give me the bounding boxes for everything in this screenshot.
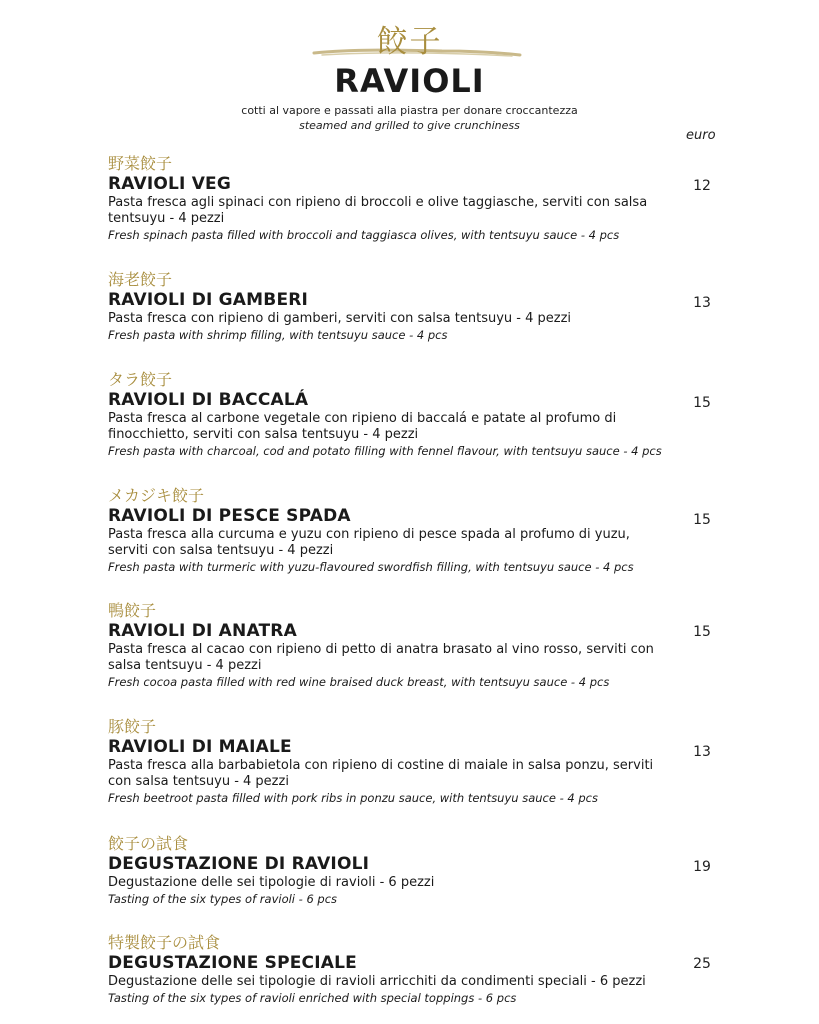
page-title: RAVIOLI	[334, 62, 485, 100]
menu-item	[108, 486, 668, 576]
menu-header	[0, 20, 819, 134]
item-price: 19	[693, 859, 711, 875]
item-description: Pasta fresca alla barbabietola con ripieno di costine di maiale in salsa ponzu, serviti con salsa tentsuyu - 4 pezzi	[108, 758, 654, 789]
item-description: Pasta fresca al cacao con ripieno di petto di anatra brasato al vino rosso, serviti con salsa tentsuyu - 4 pezzi	[108, 642, 654, 673]
subtitle-italian: cotti al vapore e passati alla piastra per donare croccantezza	[241, 104, 578, 117]
menu-item	[108, 270, 668, 344]
item-japanese-name: 鴨餃子	[108, 601, 157, 620]
item-description: Pasta fresca al carbone vegetale con ripieno di baccalá e patate al profumo di finocchietto, serviti con salsa tentsuyu - 4 pezzi	[108, 411, 617, 442]
item-description-english: Tasting of the six types of ravioli - 6 pcs	[108, 892, 338, 906]
item-name: RAVIOLI DI PESCE SPADA	[108, 506, 351, 526]
item-japanese-name: 海老餃子	[108, 270, 173, 289]
item-description-english: Fresh pasta with shrimp filling, with tentsuyu sauce - 4 pcs	[108, 328, 448, 342]
item-price: 15	[693, 624, 711, 640]
item-price: 12	[693, 178, 711, 194]
item-japanese-name: 餃子の試食	[108, 834, 189, 853]
item-japanese-name: 特製餃子の試食	[108, 933, 221, 952]
item-japanese-name: タラ餃子	[108, 370, 173, 389]
item-description: Pasta fresca alla curcuma e yuzu con ripieno di pesce spada al profumo di yuzu, serviti con salsa tentsuyu - 4 pezzi	[108, 527, 630, 558]
item-price: 15	[693, 512, 711, 528]
item-description-english: Fresh cocoa pasta filled with red wine braised duck breast, with tentsuyu sauce - 4 pcs	[108, 675, 610, 689]
item-price: 25	[693, 956, 711, 972]
menu-item	[108, 154, 668, 244]
kanji-title: 餃子	[376, 24, 443, 60]
menu-item	[108, 834, 668, 908]
menu-item	[108, 717, 668, 807]
item-description: Pasta fresca con ripieno di gamberi, serviti con salsa tentsuyu - 4 pezzi	[108, 311, 572, 326]
currency-label: euro	[686, 128, 716, 143]
item-description: Degustazione delle sei tipologie di ravioli arricchiti da condimenti speciali - 6 pezzi	[108, 974, 646, 989]
menu-item	[108, 933, 668, 1007]
menu-item	[108, 370, 668, 460]
item-name: DEGUSTAZIONE SPECIALE	[108, 953, 357, 973]
item-description-english: Fresh beetroot pasta filled with pork ribs in ponzu sauce, with tentsuyu sauce - 4 pcs	[108, 791, 598, 805]
item-name: DEGUSTAZIONE DI RAVIOLI	[108, 854, 370, 874]
item-description-english: Tasting of the six types of ravioli enriched with special toppings - 6 pcs	[108, 991, 517, 1005]
item-name: RAVIOLI VEG	[108, 174, 232, 194]
menu-item	[108, 601, 668, 691]
item-japanese-name: メカジキ餃子	[108, 486, 205, 505]
item-description: Pasta fresca agli spinaci con ripieno di broccoli e olive taggiasche, serviti con salsa tentsuyu - 4 pezzi	[108, 195, 648, 226]
item-price: 13	[693, 295, 711, 311]
item-name: RAVIOLI DI ANATRA	[108, 621, 297, 641]
item-price: 13	[693, 744, 711, 760]
item-name: RAVIOLI DI GAMBERI	[108, 290, 309, 310]
kanji-title-block	[0, 20, 819, 64]
item-description-english: Fresh pasta with turmeric with yuzu-flavoured swordfish filling, with tentsuyu sauce - 4 pcs	[108, 560, 634, 574]
item-description-english: Fresh pasta with charcoal, cod and potato filling with fennel flavour, with tentsuyu sauce - 4 pcs	[108, 444, 662, 458]
item-description-english: Fresh spinach pasta filled with broccoli and taggiasca olives, with tentsuyu sauce - 4 pcs	[108, 228, 620, 242]
item-name: RAVIOLI DI BACCALÁ	[108, 390, 309, 410]
item-description: Degustazione delle sei tipologie di ravioli - 6 pezzi	[108, 875, 435, 890]
item-name: RAVIOLI DI MAIALE	[108, 737, 292, 757]
subtitle-english: steamed and grilled to give crunchiness	[299, 119, 520, 132]
item-japanese-name: 豚餃子	[108, 717, 157, 736]
item-price: 15	[693, 395, 711, 411]
item-japanese-name: 野菜餃子	[108, 154, 173, 173]
